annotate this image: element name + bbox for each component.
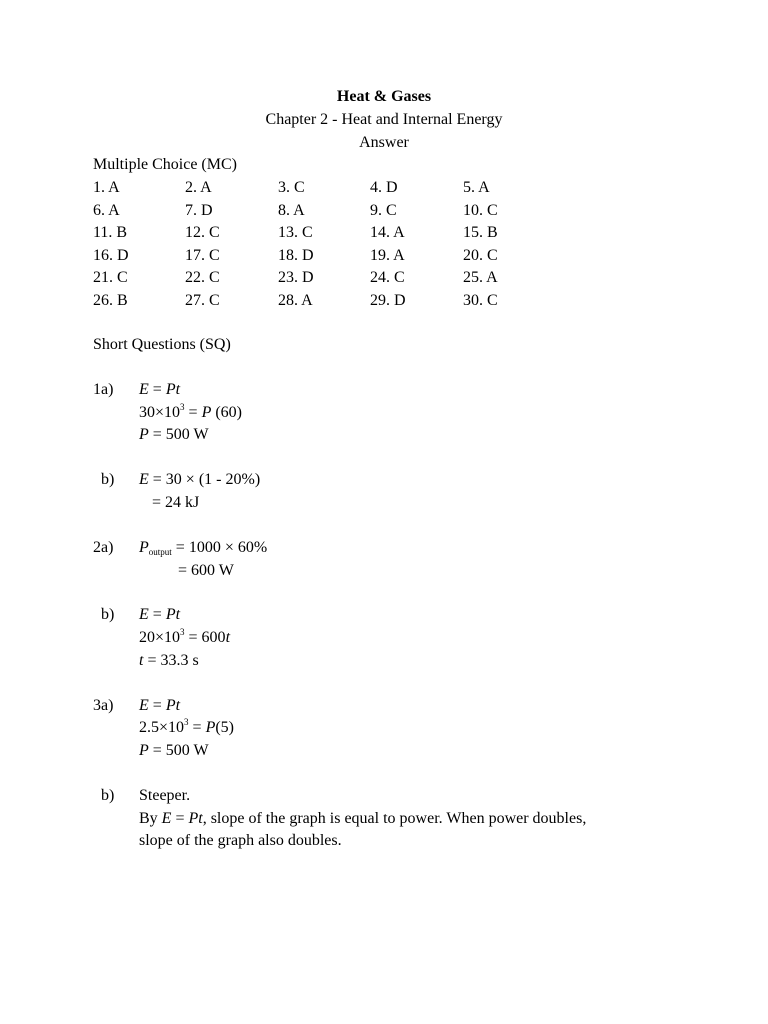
q3a-line-2: $2.5\times 10^3 = P(5)$ [139, 717, 234, 736]
mc-answer: 11. B [93, 224, 128, 242]
mc-answer: 15. B [463, 224, 498, 242]
q3b-line-2: By E = Pt, slope of the graph is equal to power. When power doubles, [139, 810, 587, 827]
mc-answer: 22. C [185, 269, 220, 287]
mc-answer: 9. C [370, 201, 397, 219]
mc-answer: 8. A [278, 201, 305, 219]
mc-answer: 28. A [278, 292, 313, 309]
q1b-label: b) [101, 471, 115, 488]
q3a-line-1: E = Pt [139, 697, 181, 714]
mc-answer: 17. C [185, 246, 220, 264]
mc-answer: 14. A [370, 224, 405, 242]
mc-heading: Multiple Choice (MC) [93, 156, 237, 173]
q2a-label: 2a) [93, 539, 114, 556]
q2b-line-2: $20\times 10^3 = 600t$ [139, 627, 231, 646]
mc-answer: 21. C [93, 269, 128, 287]
mc-answer: 13. C [278, 224, 313, 242]
q1a-line-3: P = 500 W [139, 426, 209, 443]
q1a-line-2: $30\times 10^3 = P$ (60) [139, 402, 242, 421]
mc-answer: 5. A [463, 179, 490, 196]
mc-answer: 24. C [370, 269, 405, 287]
q2b-line-1: E = Pt [139, 606, 181, 623]
mc-answer: 23. D [278, 269, 314, 287]
q2a-line-2: = 600 W [178, 562, 234, 579]
q1a-label: 1a) [93, 381, 114, 398]
q3a-label: 3a) [93, 697, 114, 714]
mc-answer: 6. A [93, 201, 120, 219]
mc-answer: 27. C [185, 292, 220, 309]
mc-answer: 20. C [463, 246, 498, 264]
q3b-line-1: Steeper. [139, 787, 191, 804]
mc-answer: 18. D [278, 246, 314, 264]
mc-answer: 4. D [370, 179, 398, 196]
mc-answer: 7. D [185, 201, 213, 219]
answer-subtitle: Answer [359, 134, 409, 151]
mc-answer: 10. C [463, 201, 498, 219]
q3b-label: b) [101, 787, 115, 804]
mc-answer: 1. A [93, 179, 120, 196]
q3b-line-3: slope of the graph also doubles. [139, 832, 342, 849]
mc-answer: 3. C [278, 179, 305, 196]
mc-answer: 29. D [370, 292, 406, 309]
mc-answer: 16. D [93, 246, 129, 264]
q2b-line-3: t = 33.3 s [139, 652, 199, 669]
q1b-line-1: E = 30 × (1 - 20%) [139, 471, 261, 488]
q1b-line-2: = 24 kJ [152, 494, 200, 511]
mc-answer: 19. A [370, 246, 405, 264]
q1a-line-1: E = Pt [139, 381, 181, 398]
q2b-label: b) [101, 606, 115, 623]
q3a-line-3: P = 500 W [139, 742, 209, 759]
mc-answer: 2. A [185, 179, 212, 196]
document-title: Heat & Gases [336, 88, 432, 105]
mc-answer: 25. A [463, 269, 498, 287]
mc-answer: 26. B [93, 292, 128, 309]
chapter-title: Chapter 2 - Heat and Internal Energy [265, 111, 503, 128]
q2a-line-1: $P_{output} = 1000 \times 60\%$ [139, 539, 268, 557]
sq-heading: Short Questions (SQ) [93, 336, 231, 353]
mc-answer: 30. C [463, 292, 498, 309]
mc-answer: 12. C [185, 224, 220, 242]
